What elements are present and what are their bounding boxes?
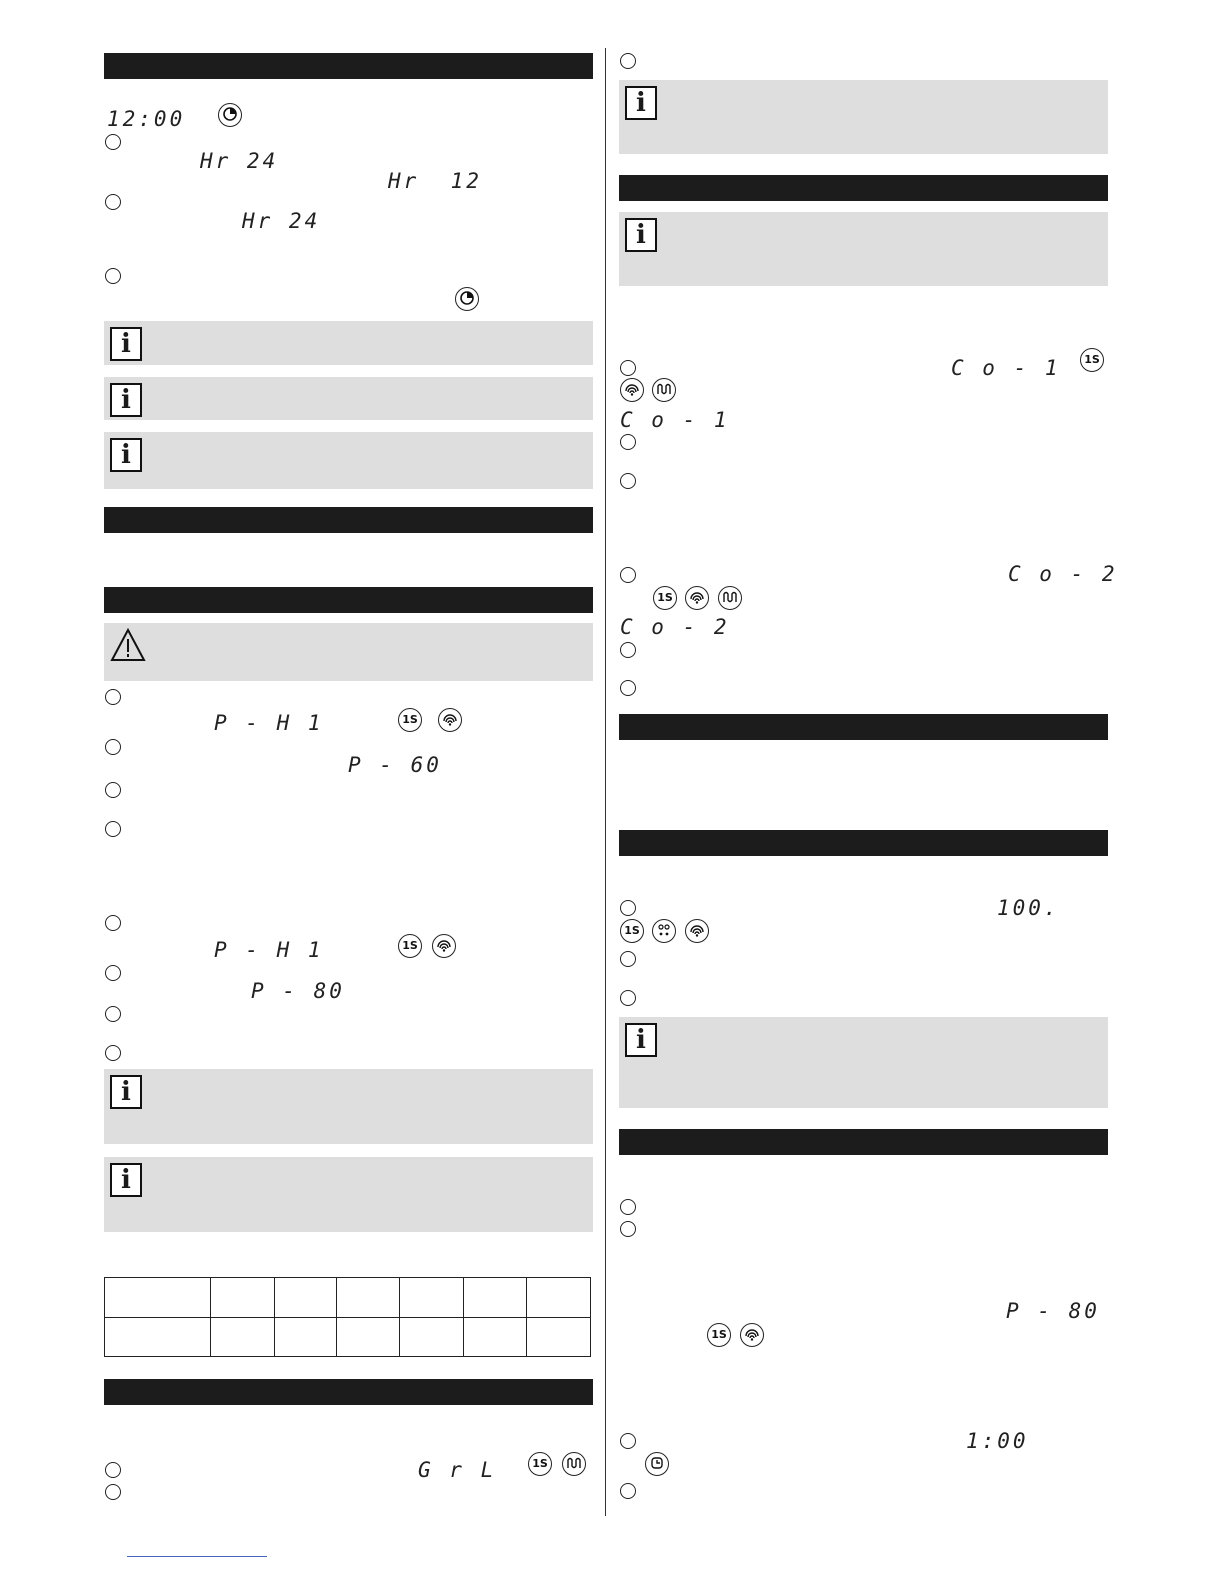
table-cell: [105, 1317, 211, 1357]
table-cell: [105, 1278, 211, 1318]
column-divider: [605, 48, 606, 1516]
display-power-60: P - 60: [348, 753, 442, 777]
section-header-bar: [104, 507, 593, 533]
microwave-icon[interactable]: [685, 919, 709, 943]
step-marker: [620, 990, 636, 1006]
table-cell: [274, 1317, 337, 1357]
clock-icon[interactable]: [218, 103, 242, 127]
step-marker: [105, 965, 121, 981]
info-icon: i: [110, 1163, 142, 1197]
step-marker: [105, 782, 121, 798]
power-table: [104, 1277, 591, 1357]
display-power-80: P - 80: [251, 979, 345, 1003]
info-note: [104, 1157, 593, 1232]
step-marker: [620, 1221, 636, 1237]
step-marker: [620, 680, 636, 696]
section-header-bar: [104, 587, 593, 613]
display-clock-time: 12:00: [107, 107, 186, 131]
section-header-bar: [619, 175, 1108, 201]
table-cell: [210, 1278, 274, 1318]
timer-icon[interactable]: [645, 1452, 669, 1476]
step-marker: [105, 739, 121, 755]
table-cell: [527, 1278, 591, 1318]
info-note: [104, 432, 593, 489]
microwave-icon[interactable]: [620, 378, 644, 402]
info-note: [104, 321, 593, 365]
step-marker: [620, 473, 636, 489]
warning-icon: [110, 628, 146, 662]
footer-link-underline[interactable]: [127, 1556, 267, 1557]
table-cell: [400, 1317, 464, 1357]
info-note: [104, 377, 593, 420]
info-icon: i: [625, 218, 657, 252]
grill-icon[interactable]: [562, 1452, 586, 1476]
display-power-high: P - H 1: [214, 938, 324, 962]
display-power-100: 100.: [997, 896, 1060, 920]
section-header-bar: [619, 714, 1108, 740]
step-marker: [620, 567, 636, 583]
step-marker: [620, 900, 636, 916]
microwave-icon[interactable]: [438, 708, 462, 732]
table-cell: [527, 1317, 591, 1357]
one-second-icon[interactable]: 1S: [398, 934, 422, 958]
one-second-icon[interactable]: 1S: [398, 708, 422, 732]
info-icon: i: [110, 1075, 142, 1109]
grill-icon[interactable]: [652, 378, 676, 402]
display-timer: 1:00: [966, 1429, 1029, 1453]
info-note: [619, 1017, 1108, 1108]
info-note: [619, 212, 1108, 286]
table-row: [105, 1317, 591, 1357]
one-second-icon[interactable]: 1S: [620, 919, 644, 943]
display-combi-1: C o - 1: [951, 356, 1061, 380]
step-marker: [105, 821, 121, 837]
section-header-bar: [619, 1129, 1108, 1155]
defrost-icon[interactable]: [652, 919, 676, 943]
step-marker: [620, 53, 636, 69]
info-icon: i: [110, 438, 142, 472]
microwave-icon[interactable]: [740, 1323, 764, 1347]
info-note: [104, 1069, 593, 1144]
info-note: [619, 80, 1108, 154]
info-icon: i: [625, 86, 657, 120]
clock-icon[interactable]: [455, 287, 479, 311]
section-header-bar: [104, 1379, 593, 1405]
display-hr12: Hr 12: [388, 169, 482, 193]
display-combi-2: C o - 2: [1008, 562, 1118, 586]
step-marker: [620, 360, 636, 376]
step-marker: [620, 642, 636, 658]
info-icon: i: [110, 327, 142, 361]
step-marker: [620, 1483, 636, 1499]
info-icon: i: [625, 1023, 657, 1057]
info-icon: i: [110, 383, 142, 417]
step-marker: [105, 1462, 121, 1478]
table-cell: [337, 1278, 400, 1318]
table-row: [105, 1278, 591, 1318]
display-combi-2: C o - 2: [620, 615, 730, 639]
table-cell: [274, 1278, 337, 1318]
table-cell: [400, 1278, 464, 1318]
section-header-bar: [104, 53, 593, 79]
display-combi-1: C o - 1: [620, 408, 730, 432]
one-second-icon[interactable]: 1S: [653, 586, 677, 610]
step-marker: [105, 268, 121, 284]
step-marker: [105, 194, 121, 210]
step-marker: [105, 1006, 121, 1022]
table-cell: [464, 1317, 527, 1357]
display-power-high: P - H 1: [214, 711, 324, 735]
one-second-icon[interactable]: 1S: [528, 1452, 552, 1476]
step-marker: [105, 915, 121, 931]
display-hr24: Hr 24: [200, 149, 279, 173]
table-cell: [210, 1317, 274, 1357]
step-marker: [620, 951, 636, 967]
display-power-80: P - 80: [1006, 1299, 1100, 1323]
step-marker: [620, 434, 636, 450]
section-header-bar: [619, 830, 1108, 856]
warning-note: [104, 623, 593, 681]
one-second-icon[interactable]: 1S: [707, 1323, 731, 1347]
table-cell: [337, 1317, 400, 1357]
step-marker: [105, 1045, 121, 1061]
one-second-icon[interactable]: 1S: [1080, 348, 1104, 372]
microwave-icon[interactable]: [432, 934, 456, 958]
table-cell: [464, 1278, 527, 1318]
step-marker: [620, 1433, 636, 1449]
microwave-icon[interactable]: [685, 586, 709, 610]
step-marker: [105, 134, 121, 150]
display-grill: G r L: [418, 1458, 497, 1482]
grill-icon[interactable]: [718, 586, 742, 610]
step-marker: [105, 1484, 121, 1500]
display-hr24: Hr 24: [242, 209, 321, 233]
step-marker: [105, 689, 121, 705]
step-marker: [620, 1199, 636, 1215]
